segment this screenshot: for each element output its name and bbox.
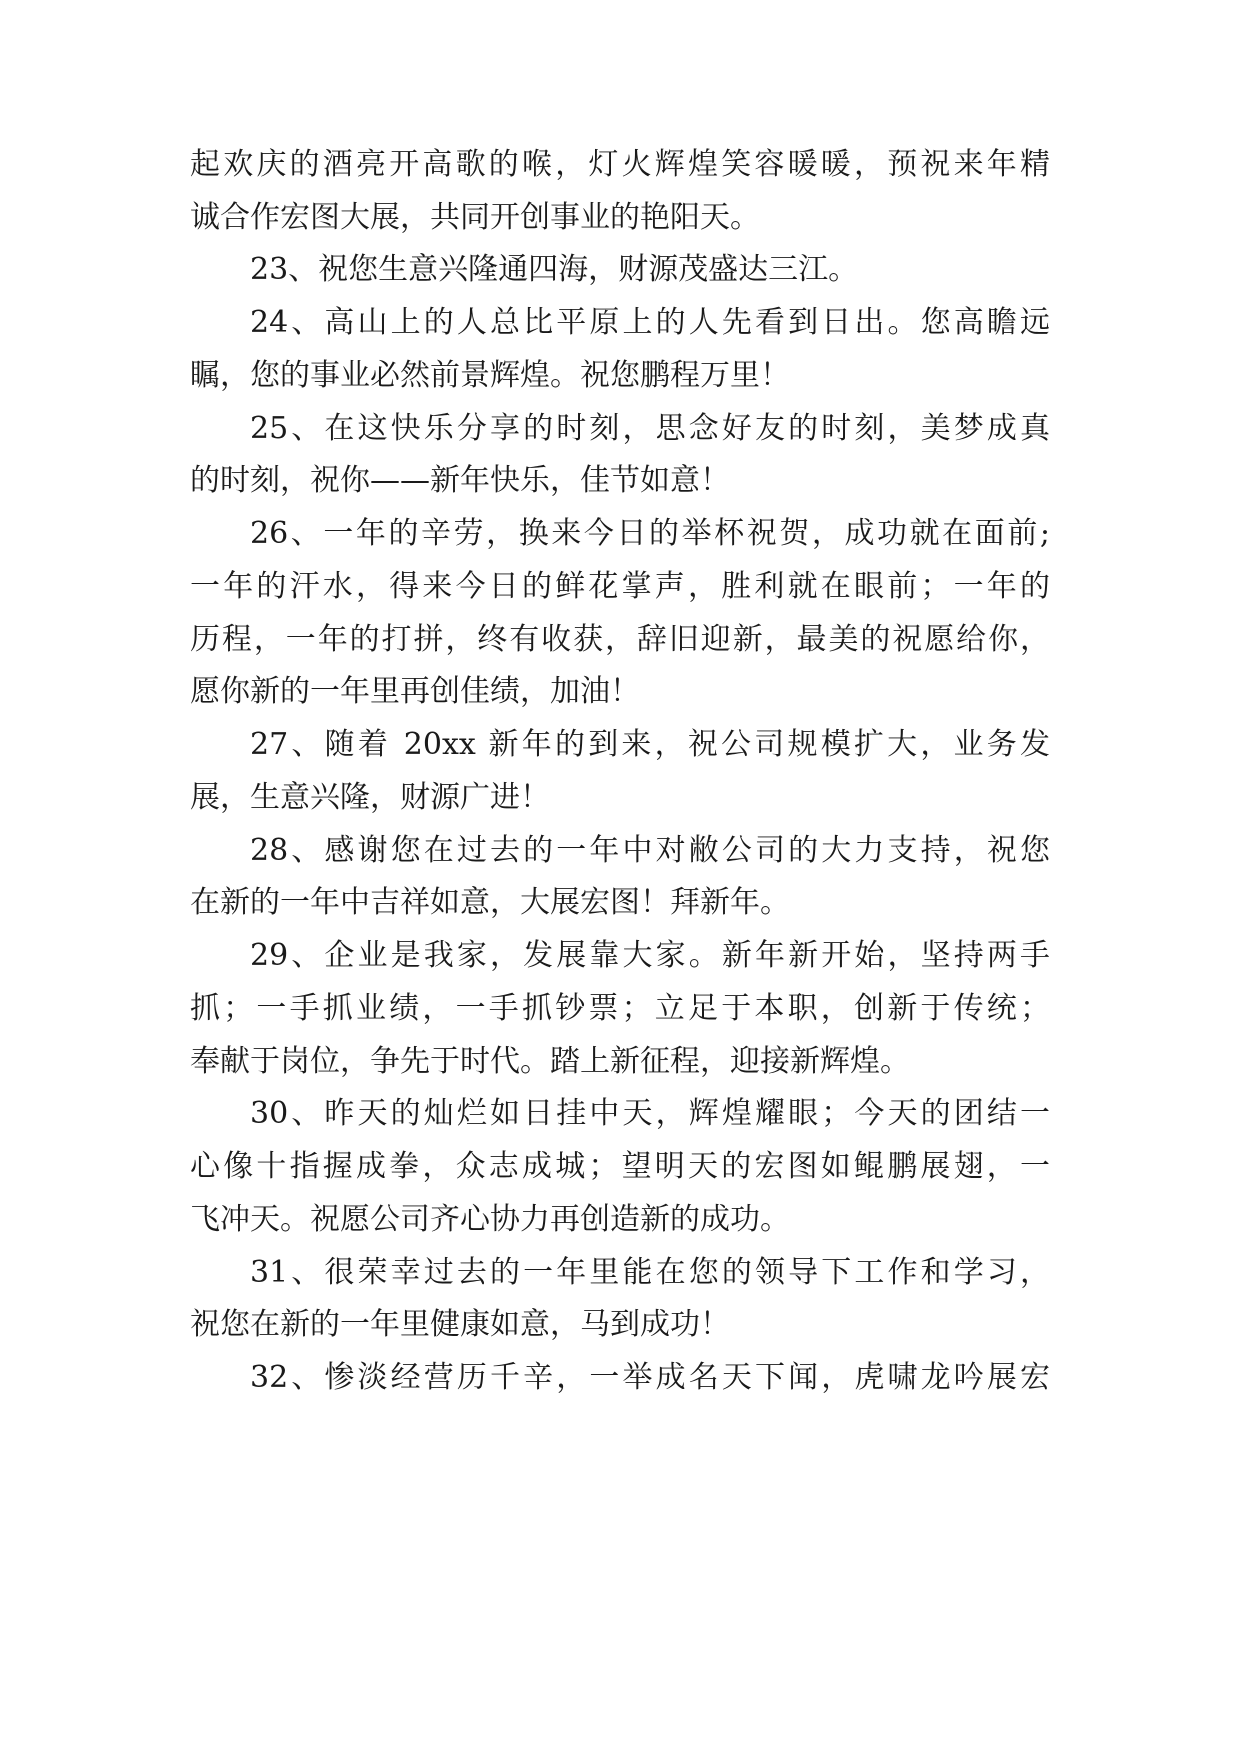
text-line: 奉献于岗位，争先于时代。踏上新征程，迎接新辉煌。	[190, 1044, 910, 1079]
text-line: 历程，一年的打拼，终有收获，辞旧迎新，最美的祝愿给你，	[190, 622, 1050, 657]
text-line: 31、很荣幸过去的一年里能在您的领导下工作和学习，	[250, 1255, 1050, 1290]
text-line: 24、高山上的人总比平原上的人先看到日出。您高瞻远	[250, 305, 1050, 340]
text-line: 的时刻，祝你——新年快乐，佳节如意！	[190, 463, 730, 498]
text-line: 26、一年的辛劳，换来今日的举杯祝贺，成功就在面前;	[250, 516, 1050, 551]
text-line: 30、昨天的灿烂如日挂中天，辉煌耀眼；今天的团结一	[250, 1096, 1050, 1131]
text-line: 展，生意兴隆，财源广进！	[190, 780, 550, 815]
text-line: 28、感谢您在过去的一年中对敝公司的大力支持，祝您	[250, 833, 1050, 868]
text-line: 一年的汗水，得来今日的鲜花掌声，胜利就在眼前；一年的	[190, 569, 1050, 604]
text-line: 瞩，您的事业必然前景辉煌。祝您鹏程万里！	[190, 358, 790, 393]
text-line: 25、在这快乐分享的时刻，思念好友的时刻，美梦成真	[250, 411, 1050, 446]
text-line: 心像十指握成拳，众志成城；望明天的宏图如鲲鹏展翅，一	[190, 1149, 1050, 1184]
text-line: 在新的一年中吉祥如意，大展宏图！拜新年。	[190, 885, 790, 920]
text-line: 起欢庆的酒亮开高歌的喉，灯火辉煌笑容暖暖，预祝来年精	[190, 147, 1050, 182]
text-line: 飞冲天。祝愿公司齐心协力再创造新的成功。	[190, 1202, 790, 1237]
text-line: 诚合作宏图大展，共同开创事业的艳阳天。	[190, 200, 760, 235]
text-line: 29、企业是我家，发展靠大家。新年新开始，坚持两手	[250, 938, 1050, 973]
text-line: 愿你新的一年里再创佳绩，加油！	[190, 674, 640, 709]
text-line: 祝您在新的一年里健康如意，马到成功！	[190, 1307, 730, 1342]
text-line: 23、祝您生意兴隆通四海，财源茂盛达三江。	[250, 252, 859, 287]
text-line: 抓；一手抓业绩，一手抓钞票；立足于本职，创新于传统；	[190, 991, 1050, 1026]
text-line: 27、随着 20xx 新年的到来，祝公司规模扩大，业务发	[250, 727, 1050, 762]
text-line: 32、惨淡经营历千辛，一举成名天下闻，虎啸龙吟展宏	[250, 1360, 1050, 1395]
